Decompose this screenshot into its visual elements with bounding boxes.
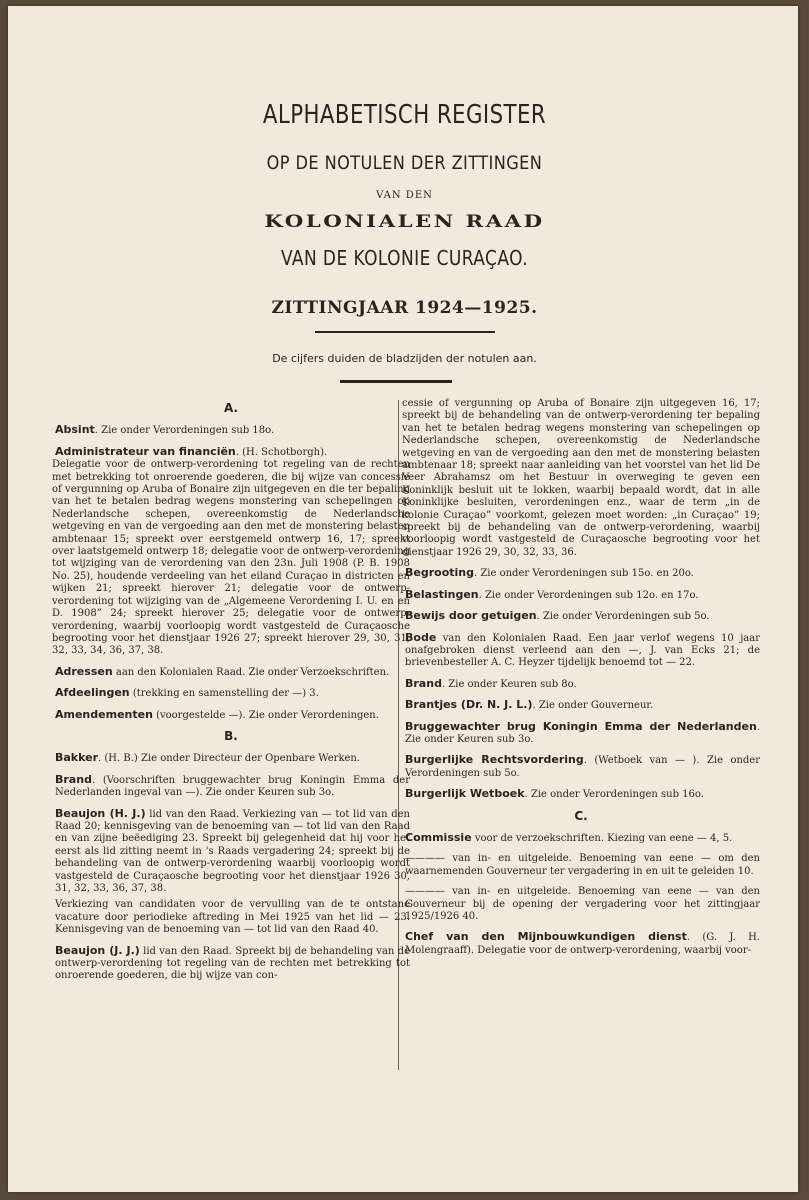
entry-beaujon-hj: Beaujon (H. J.) lid van den Raad. Verkiezing van — tot lid van den Raad 20; kennisgeving van de benoeming van — tot lid van den Raad en van zijne beëediging 23. Spreekt bij gelegenheid dat hij voor het eerst als lid zitting neemt in 's Raads vergadering 24; spreekt bij de behandeling van de ontwerp-verordening waarbij voorloopig wordt vastgesteld de Curaçaosche begrooting voor het dienstjaar 1926 30, 31, 32, 33, 36, 37, 38. <box>55 806 410 894</box>
subtitle-van-den: VAN DEN <box>376 190 433 201</box>
subtitle: OP DE NOTULEN DER ZITTINGEN <box>266 152 543 174</box>
entry-amendementen: Amendementen (voorgestelde —). Zie onder Verordeningen. <box>55 707 379 721</box>
entry-beaujon-hj-cont: Verkiezing van candidaten voor de vervulling van de te ontstane vacature door periodieke aftreding in Mei 1925 van het lid — 23. Kennisgeving van de benoeming van — tot lid van den Raad 40. <box>55 899 410 936</box>
subtitle-kolonialen-raad: KOLONIALEN RAAD <box>264 212 545 232</box>
entry-bakker: Bakker. (H. B.) Zie onder Directeur der Openbare Werken. <box>55 751 361 765</box>
entry-commissie-inleide: ———— van in- en uitgeleide. Benoeming van eene — om den waarnemenden Gouverneur ter vergadering in en uit te geleiden 10. <box>405 853 760 877</box>
entry-burgerlijke-rechtsvordering: Burgerlijke Rechtsvordering. (Wetboek van — ). Zie onder Verordeningen sub 5o. <box>405 753 761 779</box>
letter-heading-c: C. <box>574 808 588 823</box>
entry-administrateur: Administrateur van financiën. (H. Schotborgh). <box>55 444 328 458</box>
letter-heading-b: B. <box>224 728 238 743</box>
main-title: ALPHABETISCH REGISTER <box>262 100 547 130</box>
entry-afdeelingen: Afdeelingen (trekking en samenstelling der —) 3. <box>55 686 319 700</box>
entry-brand-right: Brand. Zie onder Keuren sub 8o. <box>405 676 577 690</box>
letter-heading-a: A. <box>223 401 239 415</box>
subtitle-kolonie: VAN DE KOLONIE CURAÇAO. <box>280 246 529 270</box>
entry-adressen: Adressen aan den Kolonialen Raad. Zie onder Verzoekschriften. <box>55 664 390 678</box>
entry-administrateur-text: Delegatie voor de ontwerp-verordening tot regeling van de rechten met betrekking tot onroerende goederen, die bij wijze van concessie of vergunning op Aruba of Bonaire zijn uitgegeven en die ter bepaling van het te betalen bedrag wegens monstering van schepelingen op Nederlandsche schepen, overeenkomstig de Nederlandsche wetgeving en van de vergoeding aan den met de monstering belasten ambtenaar 15; spreekt over eerstgemeld ontwerp 16, 17; spreekt over laatstgemeld ontwerp 18; delegatie voor de ontwerp-verordening tot wijziging van de verordening van den 23n. Juli 1908 (P. B. 1908 No. 25), houdende verdeeling van het eiland Curaçao in districten en wijken 21; spreekt hierover 21; delegatie voor de ontwerp-verordening tot wijziging van de „Algemeene Verordening I. U. en en D. 1908” 24; spreekt hierover 25; delegatie voor de ontwerp-verordening, waarbij voorloopig wordt vastgesteld de Curaçaosche begrooting voor het dienstjaar 1926 27; spreekt hierover 29, 30, 31, 32, 33, 34, 36, 37, 38. <box>52 459 410 657</box>
entry-bode: Bode van den Kolonialen Raad. Een jaar verlof wegens 10 jaar onafgebroken dienst verleend aan den —, J. van Ecks 21; de brievenbesteller A. C. Heyzer tijdelijk benoemd tot — 22. <box>405 630 760 669</box>
right-column <box>402 398 760 965</box>
entry-beaujon-jj-cont: cessie of vergunning op Aruba of Bonaire zijn uitgegeven 16, 17; spreekt bij de behandeling van de ontwerp-verordening ter bepaling van het te betalen bedrag wegens monstering van schepelingen op Nederlandsche schepen, overeenkomstig de Nederlandsche wetgeving en van de vergoeding aan den met de monstering belasten ambtenaar 18; spreekt naar aanleiding van het voorstel van het lid De Veer Abrahamsz om het Bestuur in overweging te geven een Koninklijk besluit uit te lokken, waarbij bepaald wordt, dat in alle Koninklijke besluiten, verordeningen enz., waar de term „in de kolonie Curaçao” voorkomt, gelezen moet worden: „in Curaçao” 19; spreekt bij de behandeling van de ontwerp-verordening, waarbij voorloopig wordt vastgesteld de Curaçaosche begrooting voor het dienstjaar 1926 29, 30, 32, 33, 36. <box>402 398 760 558</box>
entry-absint: Absint. Zie onder Verordeningen sub 18o. <box>55 423 275 437</box>
section-rule <box>340 380 452 383</box>
entry-beaujon-jj: Beaujon (J. J.) lid van den Raad. Spreekt bij de behandeling van de ontwerp-verordening tot regeling van de rechten met betrekking tot onroerende goederen, die bij wijze van con- <box>55 943 410 982</box>
entry-bewijs: Bewijs door getuigen. Zie onder Verordeningen sub 5o. <box>405 609 710 623</box>
entry-brantjes: Brantjes (Dr. N. J. L.). Zie onder Gouverneur. <box>405 698 654 712</box>
entry-brand-left: Brand. (Voorschriften bruggewachter brug Koningin Emma der Nederlanden ingeval van —). Zie onder Keuren sub 3o. <box>55 772 410 799</box>
entry-bruggewachter: Bruggewachter brug Koningin Emma der Nederlanden. Zie onder Keuren sub 3o. <box>405 719 760 745</box>
entry-commissie-inleide-2: ———— van in- en uitgeleide. Benoeming van eene — van den Gouverneur bij de opening der vergadering voor het zittingjaar 1925/1926 40. <box>405 886 760 922</box>
entry-commissie: Commissie voor de verzoekschriften. Kiezing van eene — 4, 5. <box>405 830 733 844</box>
entry-chef-mijnbouw: Chef van den Mijnbouwkundigen dienst. (G. J. H. Molengraaff). Delegatie voor de ontwerp-verordening, waarbij voor- <box>405 930 760 956</box>
entry-belastingen: Belastingen. Zie onder Verordeningen sub 12o. en 17o. <box>405 587 699 601</box>
title-rule <box>315 331 495 333</box>
entry-burgerlijk-wetboek: Burgerlijk Wetboek. Zie onder Verordeningen sub 16o. <box>405 787 704 801</box>
page-note: De cijfers duiden de bladzijden der notulen aan. <box>272 352 537 365</box>
entry-begrooting: Begrooting. Zie onder Verordeningen sub 15o. en 20o. <box>405 566 694 580</box>
session-year: ZITTINGJAAR 1924—1925. <box>271 298 538 318</box>
left-column <box>52 398 410 991</box>
